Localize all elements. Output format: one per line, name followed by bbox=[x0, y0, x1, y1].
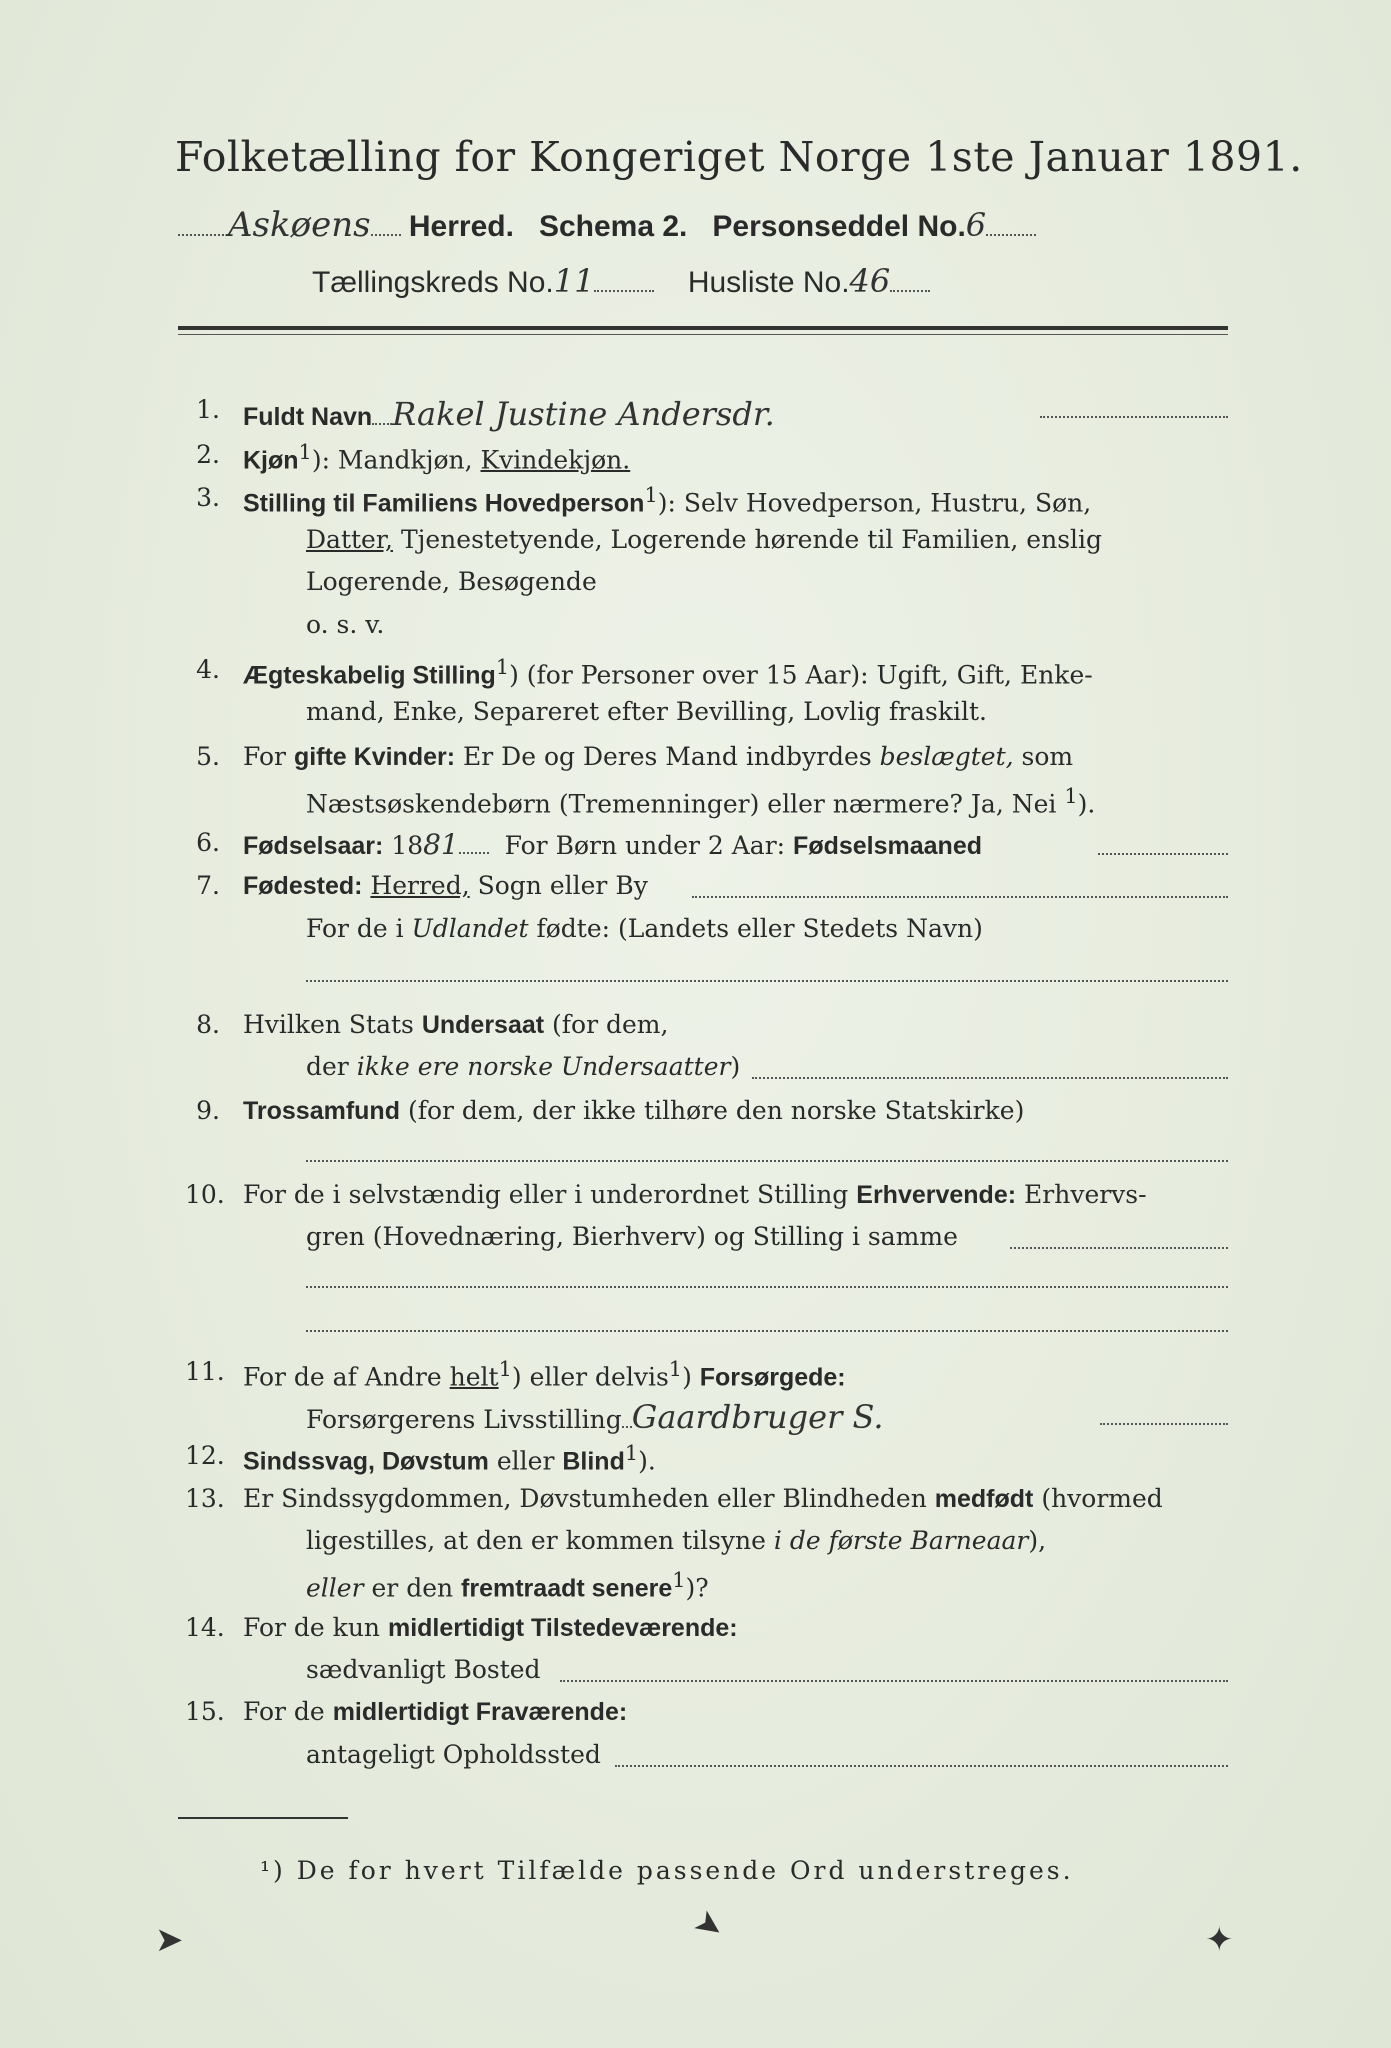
item-text: Er De og Deres Mand indbyrdes bbox=[463, 742, 872, 771]
fill-line bbox=[306, 1286, 1228, 1288]
item-7 bbox=[0, 871, 1391, 911]
item-label: gifte Kvinder: bbox=[293, 743, 456, 771]
item-text: For de kun bbox=[243, 1613, 381, 1642]
item-text: sædvanligt Bosted bbox=[306, 1655, 541, 1684]
fill-line bbox=[560, 1680, 1228, 1682]
fill-line bbox=[306, 1160, 1228, 1162]
footnote: ¹) De for hvert Tilfælde passende Ord understreges. bbox=[260, 1856, 1074, 1885]
item-9 bbox=[0, 1096, 1391, 1136]
item-text-italic: beslægtet, bbox=[879, 742, 1014, 771]
item-text: (hvormed bbox=[1041, 1484, 1163, 1513]
item-number: 6. bbox=[196, 828, 220, 857]
underlined-choice: Herred, bbox=[370, 871, 470, 900]
item-text: er den bbox=[371, 1573, 454, 1603]
item-6 bbox=[0, 828, 1391, 868]
item-text: fødte: (Landets eller Stedets Navn) bbox=[536, 914, 983, 943]
item-text: (for dem, der ikke tilhøre den norske Statskirke) bbox=[407, 1096, 1025, 1125]
item-text-italic: i de første Barneaar bbox=[773, 1526, 1029, 1555]
item-number: 4. bbox=[196, 655, 220, 684]
item-label: Blind bbox=[562, 1447, 625, 1476]
footnote-rule bbox=[178, 1817, 348, 1819]
item-number: 9. bbox=[196, 1096, 220, 1125]
item-label: Fødselsaar: bbox=[243, 832, 384, 860]
item-4 bbox=[0, 655, 1391, 695]
item-text-italic: ikke ere norske Undersaatter bbox=[356, 1052, 731, 1081]
item-14 bbox=[0, 1613, 1391, 1653]
corner-mark-icon: ➤ bbox=[155, 1920, 184, 1960]
item-8 bbox=[0, 1010, 1391, 1050]
herred-line bbox=[178, 205, 1036, 245]
item-text: eller bbox=[496, 1446, 555, 1476]
full-name-value: Rakel Justine Andersdr. bbox=[392, 395, 775, 433]
fill-line bbox=[1098, 853, 1228, 855]
item-label: midlertidigt Tilstedeværende: bbox=[387, 1614, 738, 1642]
item-text: Logerende, Besøgende bbox=[306, 567, 597, 596]
kreds-no: 11 bbox=[553, 262, 595, 300]
item-text: som bbox=[1021, 742, 1074, 771]
item-text: (for dem, bbox=[552, 1010, 669, 1039]
center-mark-icon: ➤ bbox=[686, 1900, 733, 1950]
item-label: Ægteskabelig Stilling bbox=[243, 661, 496, 690]
item-text: For bbox=[243, 742, 286, 771]
item-5 bbox=[0, 742, 1391, 782]
item-number: 10. bbox=[185, 1180, 225, 1209]
footnote-ref: 1 bbox=[644, 483, 658, 507]
fill-line bbox=[752, 1077, 1228, 1079]
fill-line bbox=[692, 896, 1228, 898]
item-text-italic: Udlandet bbox=[411, 914, 529, 943]
item-3 bbox=[0, 483, 1391, 523]
header-rule-thin bbox=[178, 334, 1228, 335]
item-text: For de i bbox=[306, 914, 404, 943]
fill-line bbox=[1040, 416, 1228, 418]
item-12: 12. Sindssvag, Døvstum eller Blind$^1$). bbox=[185, 1441, 656, 1476]
item-text: Forsørgerens Livsstilling bbox=[306, 1405, 622, 1434]
item-label: Forsørgede: bbox=[699, 1363, 846, 1392]
item-11: 11. For de af Andre helt$^1$) eller delvis$^1$) Forsørgede: bbox=[185, 1357, 846, 1392]
item-text: Erhvervs- bbox=[1024, 1180, 1147, 1209]
underlined-choice: helt bbox=[449, 1362, 499, 1392]
item-text: gren (Hovednæring, Bierhverv) og Stilling i samme bbox=[306, 1222, 958, 1251]
item-text: Tjenestetyende, Logerende hørende til Familien, enslig bbox=[400, 525, 1103, 554]
item-1 bbox=[0, 395, 1391, 435]
item-text: o. s. v. bbox=[306, 610, 385, 639]
year-prefix: 18 bbox=[391, 831, 424, 860]
herred-name: Askøens bbox=[228, 205, 371, 245]
form-title: Folketælling for Kongeriget Norge 1ste Januar 1891. bbox=[175, 133, 1303, 181]
personseddel-no: 6 bbox=[965, 206, 987, 244]
corner-mark-icon: ✦ bbox=[1205, 1920, 1234, 1960]
item-number: 2. bbox=[196, 440, 220, 469]
item-text: ): Mandkjøn, bbox=[311, 445, 473, 475]
underlined-choice: Datter, bbox=[306, 525, 393, 554]
husliste-label: Husliste No. bbox=[687, 266, 850, 299]
item-label: Erhvervende: bbox=[856, 1181, 1017, 1209]
husliste-no: 46 bbox=[849, 262, 891, 300]
item-10 bbox=[0, 1180, 1391, 1220]
item-text: der bbox=[306, 1052, 349, 1081]
item-label: Kjøn bbox=[243, 446, 299, 475]
kreds-line bbox=[312, 262, 930, 300]
item-number: 11. bbox=[185, 1357, 225, 1386]
item-13 bbox=[0, 1484, 1391, 1524]
item-number: 3. bbox=[196, 483, 220, 512]
item-text: ) (for Personer over 15 Aar): Ugift, Gift, Enke- bbox=[509, 660, 1093, 690]
footnote-ref: 1 bbox=[495, 655, 510, 679]
item-text: Er Sindssygdommen, Døvstumheden eller Blindheden bbox=[243, 1484, 927, 1513]
underlined-choice: Kvindekjøn. bbox=[480, 445, 631, 475]
item-text-italic: eller bbox=[306, 1573, 364, 1603]
item-number: 15. bbox=[185, 1697, 225, 1726]
fill-line bbox=[615, 1765, 1228, 1767]
item-label: midlertidigt Fraværende: bbox=[332, 1698, 628, 1726]
item-text: Sogn eller By bbox=[477, 871, 648, 900]
item-number: 5. bbox=[196, 742, 220, 771]
item-label: fremtraadt senere bbox=[461, 1574, 673, 1603]
header-rule bbox=[178, 326, 1228, 330]
item-label: Stilling til Familiens Hovedperson bbox=[243, 489, 645, 518]
item-label: medfødt bbox=[934, 1485, 1034, 1513]
item-number: 7. bbox=[196, 871, 220, 900]
item-number: 12. bbox=[185, 1441, 225, 1470]
personseddel-label: Personseddel No. bbox=[712, 210, 966, 243]
birth-year-value: 81 bbox=[423, 828, 459, 861]
item-text: antageligt Opholdssted bbox=[306, 1740, 601, 1769]
item-number: 8. bbox=[196, 1010, 220, 1039]
item-label: Trossamfund bbox=[243, 1097, 400, 1125]
provider-occupation-value: Gaardbruger S. bbox=[631, 1398, 884, 1436]
item-text: ligestilles, at den er kommen tilsyne bbox=[306, 1526, 766, 1555]
kreds-label: Tællingskreds No. bbox=[312, 266, 554, 299]
item-label: Fuldt Navn bbox=[243, 403, 373, 431]
item-2 bbox=[0, 440, 1391, 480]
census-form-page: Folketælling for Kongeriget Norge 1ste Januar 1891. Askøens Herred. Schema 2. Personseddel No.6 Tællingskreds No.11 Husliste No.46 1. Fuldt Navn Rakel Justine Andersdr. 2. Kjøn$^1$): Mandkjøn, Kvindekjøn. 3. Stilling til Familiens Hovedperson$^1$): Selv Hovedperson, Hustru, Søn, Datter, Tjenestetyende, Logerende hørende til Familien, enslig Logerende, Besøgende o. s. v. 4. Ægteskabelig Stilling$^1$) (for Personer over 15 Aar): Ugift, Gift, Enke- mand, Enke, Separeret efter Bevilling, Lovlig fraskilt. 5. For gifte Kvinder: Er De og Deres Mand indbyrdes beslægtet, som Næstsøskendebørn (Tremenninger) eller nærmere? Ja, Nei $^1$). 6. Fødselsaar: 1881 For Børn under 2 Aar: Fødselsmaaned 7. Fødested: Herred, Sogn eller By For de i Udlandet fødte: (Landets eller Stedets Navn) 8. Hvilken Stats Undersaat (for dem, der ikke ere norske Undersaatter) 9. Trossamfund (for dem, der ikke tilhøre den norske Statskirke) 10. For de i selvstændig eller i underordnet Stilling Erhvervende: Erhvervs- gren (Hovednæring, Bierhverv) og Stilling i samme 11. For de af Andre helt$^1$) eller delvis$^1$) Forsørgede: Forsørgerens Livsstilling Gaardbruger S. 12. Sindssvag, Døvstum eller Blind$^1$). 13. Er Sindssygdommen, Døvstumheden eller Blindheden medfødt (hvormed ligestilles, at den er kommen tilsyne i de første Barneaar), eller er den fremtraadt senere$^1$)? 14. For de kun midlertidigt Tilstedeværende: sædvanligt Bosted 15. For de midlertidigt Fraværende: antageligt Opholdssted ¹) De for hvert Tilfælde passende Ord understreges. ➤ ➤ ✦ bbox=[0, 0, 1391, 2048]
item-text: For Børn under 2 Aar: bbox=[504, 831, 786, 860]
item-text: mand, Enke, Separeret efter Bevilling, Lovlig fraskilt. bbox=[306, 697, 987, 726]
schema-label: Schema 2. bbox=[538, 210, 688, 243]
footnote-ref: 1 bbox=[298, 440, 312, 464]
item-label: Undersaat bbox=[421, 1011, 545, 1039]
item-15 bbox=[0, 1697, 1391, 1737]
item-number: 13. bbox=[185, 1484, 225, 1513]
fill-line bbox=[306, 980, 1228, 982]
item-label: Fødselsmaaned bbox=[793, 832, 982, 860]
item-text: For de af Andre bbox=[243, 1362, 442, 1392]
item-text: ): Selv Hovedperson, Hustru, Søn, bbox=[657, 488, 1092, 518]
item-label: Fødested: bbox=[243, 872, 363, 900]
item-text: eller delvis bbox=[529, 1362, 669, 1392]
item-text: For de i selvstændig eller i underordnet Stilling bbox=[243, 1180, 849, 1209]
item-label: Sindssvag, Døvstum bbox=[243, 1447, 489, 1476]
item-text: Hvilken Stats bbox=[243, 1010, 414, 1039]
fill-line bbox=[1100, 1423, 1228, 1425]
herred-label: Herred. bbox=[408, 210, 514, 243]
item-number: 1. bbox=[196, 395, 220, 424]
item-text: For de bbox=[243, 1697, 325, 1726]
item-number: 14. bbox=[185, 1613, 225, 1642]
item-text: Næstsøskendebørn (Tremenninger) eller nærmere? Ja, Nei bbox=[306, 789, 1057, 819]
fill-line bbox=[306, 1330, 1228, 1332]
fill-line bbox=[1010, 1247, 1228, 1249]
